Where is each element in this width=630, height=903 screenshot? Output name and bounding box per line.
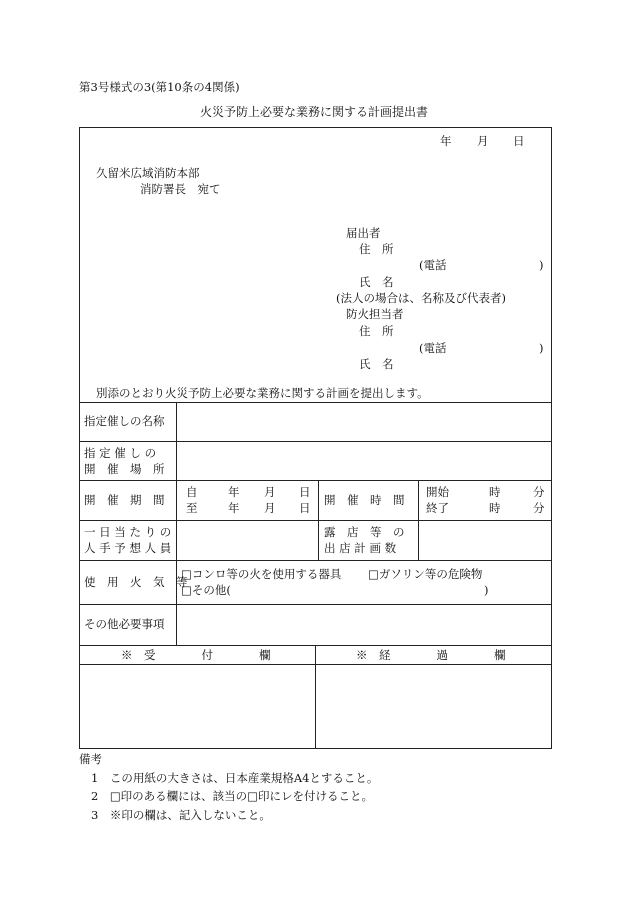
period-from-day: 日 bbox=[299, 485, 311, 499]
date-year: 年 bbox=[440, 134, 452, 148]
period-from-month: 月 bbox=[264, 485, 276, 499]
fire-option-gasoline-checkbox[interactable]: □ガソリン等の危険物 bbox=[368, 567, 483, 581]
stalls-label-line2: 出 店 計 画 数 bbox=[324, 541, 397, 555]
form-number: 第3号様式の3(第10条の4関係) bbox=[79, 80, 240, 94]
date-month: 月 bbox=[477, 134, 489, 148]
attendance-field[interactable] bbox=[178, 522, 317, 559]
period-to: 至 bbox=[186, 501, 198, 515]
applicant-corp-note: (法人の場合は、名称及び代表者) bbox=[336, 291, 506, 305]
right-label-divider bbox=[418, 480, 419, 560]
addressee-line2: 消防署長 宛て bbox=[140, 182, 221, 196]
frame-left bbox=[79, 127, 80, 749]
fire-option-other-checkbox[interactable]: □その他( bbox=[181, 583, 231, 597]
frame-right bbox=[551, 127, 552, 749]
bottom-split-divider bbox=[315, 645, 316, 749]
other-label: その他必要事項 bbox=[84, 617, 165, 631]
fire-option-other-close: ) bbox=[484, 583, 489, 597]
period-to-year: 年 bbox=[228, 501, 240, 515]
notes-heading: 備考 bbox=[79, 752, 102, 766]
fire-officer-phone-close: ) bbox=[539, 341, 544, 355]
statement: 別添のとおり火災予防上必要な業務に関する計画を提出します。 bbox=[96, 386, 429, 400]
form-title: 火災予防上必要な業務に関する計画提出書 bbox=[200, 105, 429, 119]
other-field[interactable] bbox=[178, 606, 550, 644]
attendance-label-line2: 人 手 予 想 人 員 bbox=[84, 541, 172, 555]
row-divider-6 bbox=[79, 604, 552, 605]
stalls-label-line1: 露 店 等 の bbox=[324, 525, 405, 539]
venue-field[interactable] bbox=[178, 443, 550, 479]
note-item: 1 この用紙の大きさは、日本産業規格A4とすること。 bbox=[91, 771, 379, 785]
applicant-name-label: 氏 名 bbox=[359, 275, 394, 289]
event-name-label: 指定催しの名称 bbox=[84, 414, 165, 428]
date-day: 日 bbox=[513, 134, 525, 148]
row-divider-2 bbox=[79, 441, 552, 442]
time-start-hour: 時 bbox=[489, 485, 501, 499]
addressee-line1: 久留米広域消防本部 bbox=[96, 166, 200, 180]
row-divider-5 bbox=[79, 560, 552, 561]
period-from-year: 年 bbox=[228, 485, 240, 499]
applicant-address-label: 住 所 bbox=[359, 242, 394, 256]
row-divider-1 bbox=[79, 402, 552, 403]
period-from: 自 bbox=[186, 485, 198, 499]
fire-option-stove-checkbox[interactable]: □コンロ等の火を使用する器具 bbox=[181, 567, 342, 581]
time-end-hour: 時 bbox=[489, 501, 501, 515]
reception-header: ※ 受 付 欄 bbox=[121, 648, 271, 662]
note-item: 3 ※印の欄は、記入しないこと。 bbox=[91, 808, 271, 822]
period-label: 開 催 期 間 bbox=[84, 493, 165, 507]
period-to-day: 日 bbox=[299, 501, 311, 515]
venue-label-line1: 指 定 催 し の bbox=[84, 446, 157, 460]
fire-officer-name-label: 氏 名 bbox=[359, 357, 394, 371]
fire-officer-address-label: 住 所 bbox=[359, 324, 394, 338]
venue-label-line2: 開 催 場 所 bbox=[84, 462, 165, 476]
row-divider-4 bbox=[79, 520, 552, 521]
period-to-month: 月 bbox=[264, 501, 276, 515]
applicant-phone-close: ) bbox=[539, 258, 544, 272]
time-start: 開始 bbox=[426, 485, 449, 499]
time-label: 開 催 時 間 bbox=[324, 493, 405, 507]
applicant-heading: 届出者 bbox=[346, 226, 381, 240]
fire-officer-heading: 防火担当者 bbox=[346, 307, 404, 321]
label-column-divider bbox=[176, 402, 177, 645]
row-divider-3 bbox=[79, 480, 552, 481]
fire-officer-phone-label: (電話 bbox=[419, 341, 447, 355]
time-end: 終了 bbox=[426, 501, 449, 515]
note-item: 2 □印のある欄には、該当の□印にレを付けること。 bbox=[91, 789, 374, 803]
attendance-label-line1: 一 日 当 た り の bbox=[84, 525, 172, 539]
time-start-minute: 分 bbox=[533, 485, 545, 499]
event-name-field[interactable] bbox=[178, 404, 550, 440]
fire-use-label: 使 用 火 気 等 bbox=[84, 575, 188, 589]
stalls-field[interactable] bbox=[420, 522, 550, 559]
applicant-phone-label: (電話 bbox=[419, 258, 447, 272]
progress-header: ※ 経 過 欄 bbox=[356, 648, 506, 662]
frame-top bbox=[79, 127, 552, 128]
time-end-minute: 分 bbox=[533, 501, 545, 515]
mid-column-divider bbox=[318, 480, 319, 560]
